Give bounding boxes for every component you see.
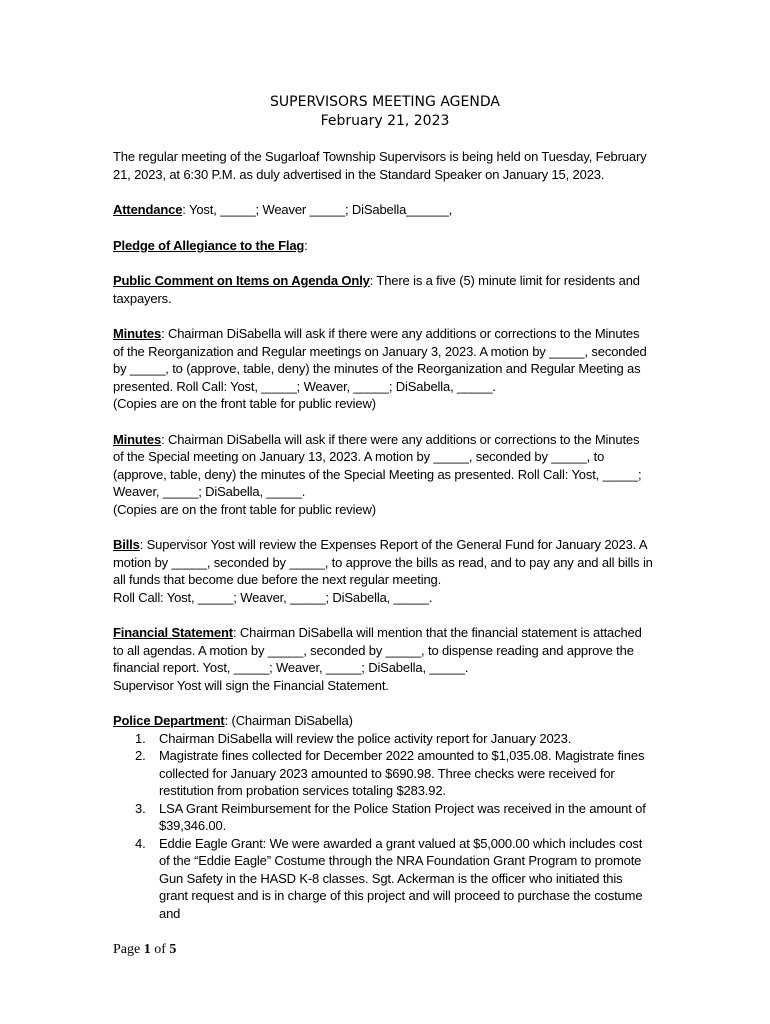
list-number: 2. xyxy=(135,748,146,763)
minutes-special-section xyxy=(113,431,653,519)
list-number: 3. xyxy=(135,800,146,816)
minutes-text: : Chairman DiSabella will ask if there were any additions or corrections to the Minutes of the Special meeting on January 13, 2023. A motion by _____, seconded by _____, to (approve, table, deny) the minutes of the Special Meeting as presented. Roll Call: Yost, _____; Weaver, _____; DiSabella, _____. xyxy=(113,431,642,499)
police-list xyxy=(113,730,653,923)
list-item xyxy=(113,800,653,835)
financial-heading: Financial Statement xyxy=(113,625,233,640)
intro-paragraph: The regular meeting of the Sugarloaf Township Supervisors is being held on Tuesday, February 21, 2023, at 6:30 P.M. as duly advertised in the Standard Speaker on January 15, 2023. xyxy=(113,149,647,182)
footer-page-total: 5 xyxy=(169,942,177,957)
list-item-text: Eddie Eagle Grant: We were awarded a grant valued at $5,000.00 which includes cost of the “Eddie Eagle” Costume through the NRA Foundation Grant Program to promote Gun Safety in the HASD K-8 classes. Sgt. Ackerman is the officer who initiated this grant request and is in charge of this project and will proceed to purchase the costume and xyxy=(159,835,643,921)
bills-text: : Supervisor Yost will review the Expenses Report of the General Fund for January 2023. A motion by _____, seconded by _____, to approve the bills as read, and to pay any and all bills in all funds that become due before the next regular meeting. xyxy=(113,537,653,587)
financial-note: Supervisor Yost will sign the Financial Statement. xyxy=(113,677,389,693)
minutes-note: (Copies are on the front table for public review) xyxy=(113,396,376,411)
public-comment-heading: Public Comment on Items on Agenda Only xyxy=(113,273,370,288)
list-item-text: Chairman DiSabella will review the police activity report for January 2023. xyxy=(159,730,572,746)
minutes-reorganization-section xyxy=(113,325,653,413)
police-text: : (Chairman DiSabella) xyxy=(224,713,353,728)
bills-roll-call: Roll Call: Yost, _____; Weaver, _____; DiSabella, _____. xyxy=(113,589,433,605)
list-item-text: Magistrate fines collected for December 2022 amounted to $1,035.08. Magistrate fines collected for January 2023 amounted to $690.98. Three checks were received for restitution from probation services totaling $283.92. xyxy=(159,748,645,798)
list-number: 4. xyxy=(135,835,146,851)
minutes-heading: Minutes xyxy=(113,326,162,341)
list-item xyxy=(113,747,653,800)
list-item-text: LSA Grant Reimbursement for the Police Station Project was received in the amount of $39,346.00. xyxy=(159,800,646,833)
list-number: 1. xyxy=(135,730,146,746)
attendance-text: : Yost, _____; Weaver _____; DiSabella______, xyxy=(182,202,453,217)
pledge-section xyxy=(113,237,653,255)
meeting-date: February 21, 2023 xyxy=(320,113,450,129)
minutes-note: (Copies are on the front table for public review) xyxy=(113,501,376,517)
page-footer xyxy=(113,942,176,958)
financial-section xyxy=(113,624,653,694)
public-comment-text: : There is a five (5) minute limit for residents and taxpayers. xyxy=(113,273,640,306)
pledge-heading: Pledge of Allegiance to the Flag xyxy=(113,237,305,253)
footer-page-number: 1 xyxy=(143,942,151,957)
agenda-body xyxy=(113,148,653,922)
bills-section xyxy=(113,536,653,606)
list-item xyxy=(113,730,653,748)
attendance-section xyxy=(113,201,653,219)
minutes-heading: Minutes xyxy=(113,431,162,447)
financial-text: : Chairman DiSabella will mention that the financial statement is attached to all agendas. A motion by _____, seconded by _____, to dispense reading and approve the financial report. Yost, _____; Weaver, _____; DiSabella, _____. xyxy=(113,625,642,675)
footer-prefix: Page xyxy=(113,942,144,957)
police-heading: Police Department xyxy=(113,713,225,728)
pledge-text: : xyxy=(304,237,308,253)
police-section xyxy=(113,712,653,922)
attendance-heading: Attendance xyxy=(113,202,183,217)
page-title: SUPERVISORS MEETING AGENDA xyxy=(270,94,500,110)
footer-of: of xyxy=(150,942,170,957)
list-item xyxy=(113,835,653,923)
bills-heading: Bills xyxy=(113,537,140,552)
minutes-text: : Chairman DiSabella will ask if there were any additions or corrections to the Minutes of the Reorganization and Regular meetings on January 3, 2023. A motion by _____, seconded by _____, to (approve, table, deny) the minutes of the Reorganization and Regular Meeting as presented. Roll Call: Yost, _____; Weaver, _____; DiSabella, _____. xyxy=(113,326,647,394)
public-comment-section xyxy=(113,272,653,307)
